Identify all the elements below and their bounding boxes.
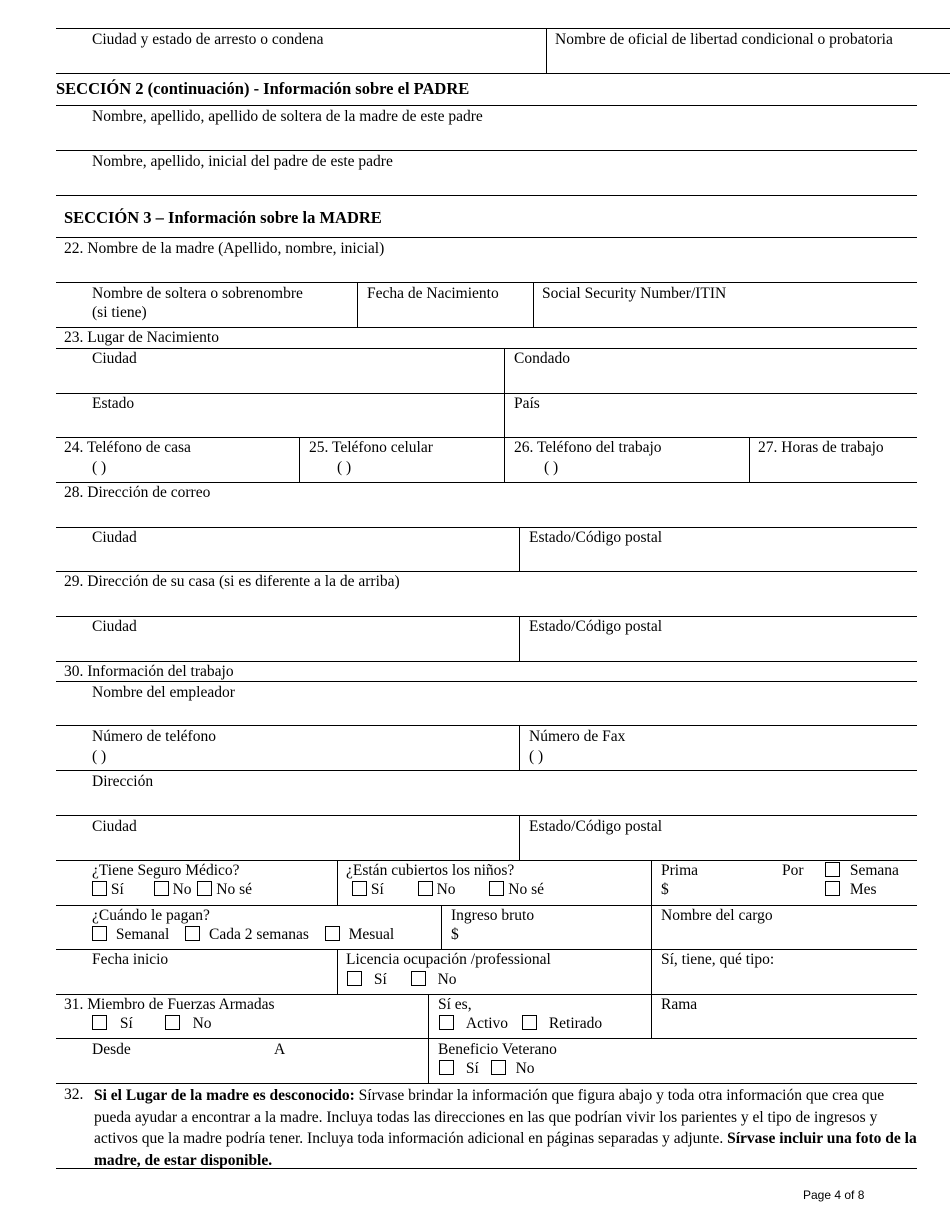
start-date-label: Fecha inicio: [92, 951, 169, 968]
q31-armed-forces-label: 31. Miembro de Fuerzas Armadas: [64, 996, 275, 1013]
health-insurance-dontknow-checkbox[interactable]: [197, 881, 212, 896]
service-to-label: A: [274, 1041, 286, 1058]
ssn-label: Social Security Number/ITIN: [542, 285, 727, 302]
premium-month-option: [825, 881, 877, 899]
armed-forces-no-checkbox[interactable]: [165, 1015, 180, 1030]
q32-instructions: [94, 1085, 924, 1171]
veteran-no-checkbox[interactable]: [491, 1060, 506, 1075]
birth-state-label: Estado: [92, 395, 135, 412]
retired-label: Retirado: [548, 1015, 603, 1032]
veteran-benefit-label: Beneficio Veterano: [438, 1041, 557, 1058]
children-covered-no-checkbox[interactable]: [418, 881, 433, 896]
q30-employment-label: 30. Información del trabajo: [64, 663, 234, 680]
home-city-label: Ciudad: [92, 618, 137, 635]
birth-date-label: Fecha de Nacimiento: [367, 285, 499, 302]
city-state-arrest-label: Ciudad y estado de arresto o condena: [92, 31, 324, 48]
mother-of-father-label: Nombre, apellido, apellido de soltera de la madre de este padre: [92, 108, 483, 125]
license-no-label: No: [437, 971, 457, 988]
pay-frequency-options: [92, 926, 394, 944]
per-label: Por: [782, 862, 804, 879]
health-insurance-label: ¿Tiene Seguro Médico?: [92, 862, 240, 879]
license-yes-checkbox[interactable]: [347, 971, 362, 986]
health-insurance-options: [92, 881, 252, 899]
job-title-label: Nombre del cargo: [661, 907, 773, 924]
mailing-state-zip-label: Estado/Código postal: [529, 529, 663, 546]
premium-dollar: $: [661, 881, 669, 898]
premium-week-option: [825, 862, 899, 880]
home-phone-area: ( ): [92, 459, 107, 476]
maiden-name-note: (si tiene): [92, 304, 147, 321]
license-no-checkbox[interactable]: [411, 971, 426, 986]
active-label: Activo: [465, 1015, 509, 1032]
birth-country-label: País: [514, 395, 540, 412]
q22-mother-name-label: 22. Nombre de la madre (Apellido, nombre, inicial): [64, 240, 385, 257]
page-number: Page 4 of 8: [803, 1188, 865, 1202]
premium-month-label: Mes: [849, 881, 877, 898]
pay-weekly-checkbox[interactable]: [92, 926, 107, 941]
q28-mailing-address-label: 28. Dirección de correo: [64, 484, 211, 501]
employer-city-label: Ciudad: [92, 818, 137, 835]
employer-state-zip-label: Estado/Código postal: [529, 818, 663, 835]
veteran-yes-label: Sí: [465, 1060, 479, 1077]
armed-forces-yes-label: Sí: [119, 1015, 133, 1032]
active-checkbox[interactable]: [439, 1015, 454, 1030]
branch-label: Rama: [661, 996, 698, 1013]
q25-cell-phone-label: 25. Teléfono celular: [309, 439, 433, 456]
birth-city-label: Ciudad: [92, 350, 137, 367]
children-covered-yes-label: Sí: [370, 881, 384, 898]
veteran-yes-checkbox[interactable]: [439, 1060, 454, 1075]
premium-label: Prima: [661, 862, 699, 879]
q32-bold-photo: Sírvase incluir una foto de la madre, de estar disponible.: [94, 1130, 917, 1169]
q27-work-hours-label: 27. Horas de trabajo: [758, 439, 884, 456]
q24-home-phone-label: 24. Teléfono de casa: [64, 439, 191, 456]
q32-body: Sírvase brindar la información que figura abajo y toda otra información que crea que pueda ayudar a encontrar a la madre. Incluya todas las direcciones en las que podrían vivir los parientes y el tipo de ingresos y activos que la madre podría tener. Incluya toda información adicional en páginas separadas y adjunte.: [94, 1087, 885, 1147]
children-covered-no-label: No: [436, 881, 456, 898]
pay-biweekly-label: Cada 2 semanas: [209, 926, 309, 943]
health-insurance-yes-checkbox[interactable]: [92, 881, 107, 896]
retired-checkbox[interactable]: [522, 1015, 537, 1030]
health-insurance-no-label: No: [172, 881, 192, 898]
pay-frequency-label: ¿Cuándo le pagan?: [92, 907, 210, 924]
premium-week-checkbox[interactable]: [825, 862, 840, 877]
home-state-zip-label: Estado/Código postal: [529, 618, 663, 635]
license-label: Licencia ocupación /professional: [346, 951, 551, 968]
gross-income-label: Ingreso bruto: [451, 907, 535, 924]
children-covered-yes-checkbox[interactable]: [352, 881, 367, 896]
pay-biweekly-checkbox[interactable]: [185, 926, 200, 941]
parole-officer-label: Nombre de oficial de libertad condicional o probatoria: [555, 31, 893, 48]
service-from-label: Desde: [92, 1041, 131, 1058]
license-options: [347, 971, 457, 989]
veteran-benefit-options: [439, 1060, 535, 1078]
pay-monthly-label: Mesual: [348, 926, 395, 943]
employer-phone-label: Número de teléfono: [92, 728, 216, 745]
if-yes-label: Sí es,: [438, 996, 472, 1013]
employer-fax-area: ( ): [529, 748, 544, 765]
gross-income-dollar: $: [451, 926, 459, 943]
q26-work-phone-label: 26. Teléfono del trabajo: [514, 439, 662, 456]
mailing-city-label: Ciudad: [92, 529, 137, 546]
service-status-options: [439, 1015, 602, 1033]
section-3-title: SECCIÓN 3 – Información sobre la MADRE: [64, 208, 382, 227]
license-yes-label: Sí: [373, 971, 387, 988]
birth-county-label: Condado: [514, 350, 570, 367]
pay-monthly-checkbox[interactable]: [325, 926, 340, 941]
health-insurance-dontknow-label: No sé: [216, 881, 252, 898]
armed-forces-options: [92, 1015, 212, 1033]
health-insurance-yes-label: Sí: [110, 881, 124, 898]
father-of-father-label: Nombre, apellido, inicial del padre de este padre: [92, 153, 393, 170]
maiden-name-label: Nombre de soltera o sobrenombre: [92, 285, 303, 302]
section-2-title: SECCIÓN 2 (continuación) - Información sobre el PADRE: [56, 79, 470, 98]
premium-month-checkbox[interactable]: [825, 881, 840, 896]
children-covered-dontknow-checkbox[interactable]: [489, 881, 504, 896]
armed-forces-yes-checkbox[interactable]: [92, 1015, 107, 1030]
work-phone-area: ( ): [544, 459, 559, 476]
employer-fax-label: Número de Fax: [529, 728, 626, 745]
employer-name-label: Nombre del empleador: [92, 684, 235, 701]
cell-phone-area: ( ): [337, 459, 352, 476]
q23-birthplace-label: 23. Lugar de Nacimiento: [64, 329, 219, 346]
veteran-no-label: No: [515, 1060, 535, 1077]
license-type-label: Sí, tiene, qué tipo:: [661, 951, 775, 968]
premium-week-label: Semana: [849, 862, 899, 879]
children-covered-label: ¿Están cubiertos los niños?: [346, 862, 515, 879]
pay-weekly-label: Semanal: [115, 926, 170, 943]
employer-phone-area: ( ): [92, 748, 107, 765]
q32-bold-intro: Si el Lugar de la madre es desconocido:: [94, 1087, 355, 1104]
children-covered-dontknow-label: No sé: [508, 881, 544, 898]
health-insurance-no-checkbox[interactable]: [154, 881, 169, 896]
children-covered-options: [352, 881, 544, 899]
q32-number: 32.: [64, 1086, 84, 1103]
employer-address-label: Dirección: [92, 773, 154, 790]
armed-forces-no-label: No: [192, 1015, 212, 1032]
q29-home-address-label: 29. Dirección de su casa (si es diferente a la de arriba): [64, 573, 400, 590]
